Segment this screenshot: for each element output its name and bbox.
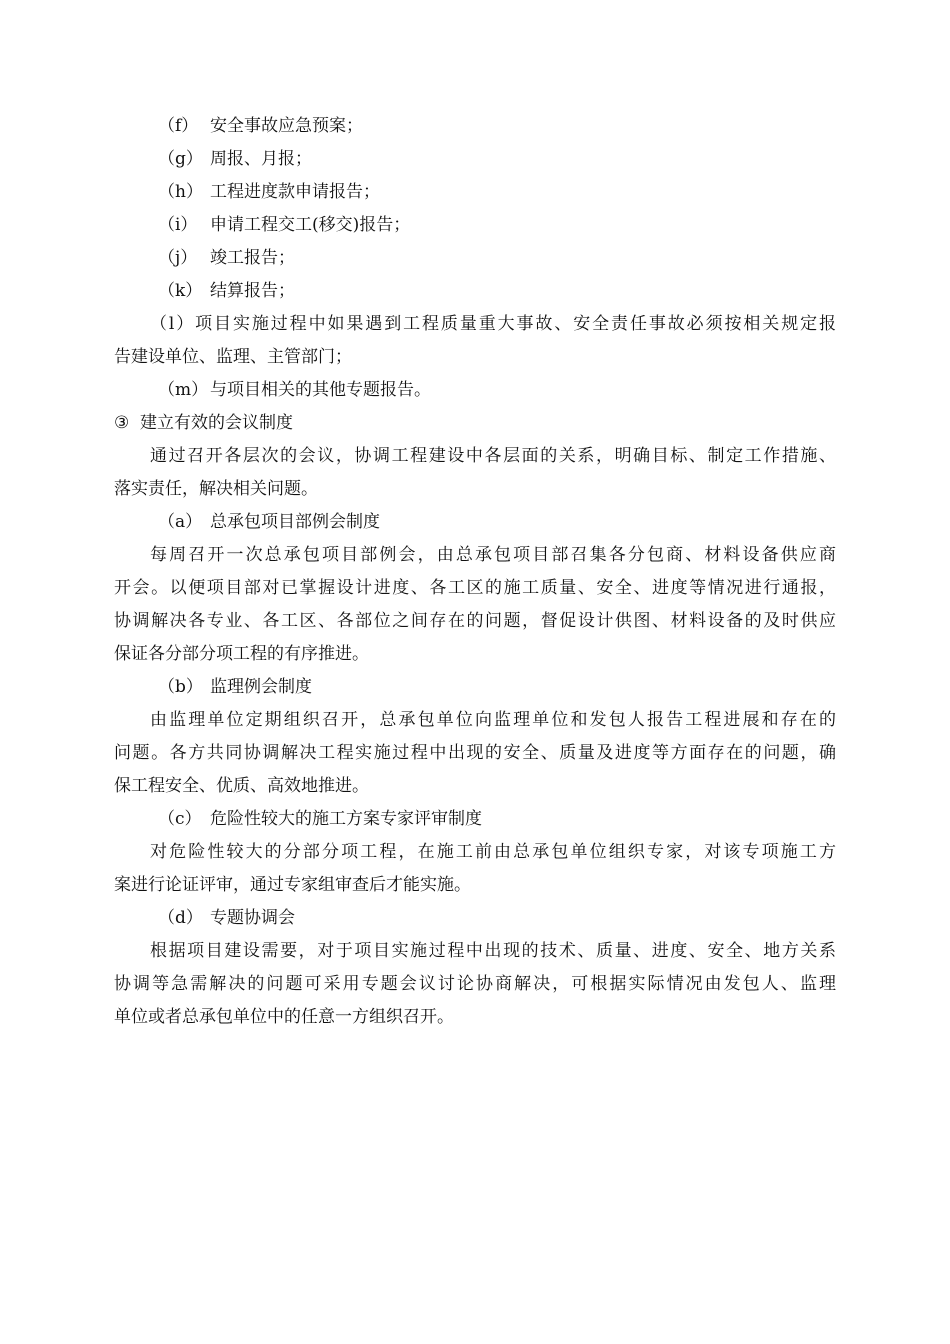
list-marker: （k） xyxy=(158,281,203,301)
section-marker: ③ xyxy=(114,413,130,433)
list-item-f xyxy=(158,114,363,138)
list-text: 与项目相关的其他专题报告。 xyxy=(210,380,431,400)
intro-line-1: 通过召开各层次的会议，协调工程建设中各层面的关系，明确目标、制定工作措施、 xyxy=(150,446,836,466)
list-item-g xyxy=(158,147,312,171)
list-text: 竣工报告； xyxy=(210,248,295,268)
subheading-marker: （a） xyxy=(158,512,203,532)
paragraph-a-line: 保证各分部分项工程的有序推进。 xyxy=(114,644,369,664)
list-marker: （h） xyxy=(158,182,203,202)
section-title: 建立有效的会议制度 xyxy=(140,413,293,433)
subheading-b xyxy=(158,675,312,699)
list-marker: （f） xyxy=(158,116,199,136)
list-marker: （i） xyxy=(158,215,198,235)
paragraph-c-line: 对危险性较大的分部分项工程，在施工前由总承包单位组织专家，对该专项施工方 xyxy=(150,842,836,862)
subheading-marker: （d） xyxy=(158,908,203,928)
list-marker: （m） xyxy=(158,380,209,400)
section-heading xyxy=(114,411,293,435)
list-item-k xyxy=(158,279,295,303)
subheading-d xyxy=(158,906,295,930)
list-item-l-line1: （l）项目实施过程中如果遇到工程质量重大事故、安全责任事故必须按相关规定报 xyxy=(150,314,836,334)
list-item-h xyxy=(158,180,380,204)
subheading-text: 总承包项目部例会制度 xyxy=(210,512,380,532)
list-marker: （g） xyxy=(158,149,203,169)
paragraph-b-line: 保工程安全、优质、高效地推进。 xyxy=(114,776,369,796)
subheading-text: 专题协调会 xyxy=(210,908,295,928)
intro-line-2: 落实责任，解决相关问题。 xyxy=(114,479,318,499)
paragraph-a-line: 开会。以便项目部对已掌握设计进度、各工区的施工质量、安全、进度等情况进行通报， xyxy=(114,578,836,598)
list-item-l-line2: 告建设单位、监理、主管部门； xyxy=(114,347,352,367)
subheading-a xyxy=(158,510,380,534)
list-text: 结算报告； xyxy=(210,281,295,301)
paragraph-b-line: 由监理单位定期组织召开，总承包单位向监理单位和发包人报告工程进展和存在的 xyxy=(150,710,836,730)
paragraph-d-line: 协调等急需解决的问题可采用专题会议讨论协商解决，可根据实际情况由发包人、监理 xyxy=(114,974,836,994)
list-item-i xyxy=(158,213,410,237)
paragraph-c-line: 案进行论证评审，通过专家组审查后才能实施。 xyxy=(114,875,471,895)
paragraph-a-line: 协调解决各专业、各工区、各部位之间存在的问题，督促设计供图、材料设备的及时供应 xyxy=(114,611,836,631)
list-text: 安全事故应急预案； xyxy=(210,116,363,136)
subheading-c xyxy=(158,807,482,831)
paragraph-d-line: 单位或者总承包单位中的任意一方组织召开。 xyxy=(114,1007,454,1027)
subheading-marker: （b） xyxy=(158,677,203,697)
paragraph-d-line: 根据项目建设需要，对于项目实施过程中出现的技术、质量、进度、安全、地方关系 xyxy=(150,941,836,961)
subheading-marker: （c） xyxy=(158,809,202,829)
paragraph-a-line: 每周召开一次总承包项目部例会，由总承包项目部召集各分包商、材料设备供应商 xyxy=(150,545,836,565)
list-text: 工程进度款申请报告； xyxy=(210,182,380,202)
list-text: 周报、月报； xyxy=(210,149,312,169)
list-text: 申请工程交工(移交)报告； xyxy=(210,215,411,235)
subheading-text: 监理例会制度 xyxy=(210,677,312,697)
list-marker: （j） xyxy=(158,248,198,268)
paragraph-b-line: 问题。各方共同协调解决工程实施过程中出现的安全、质量及进度等方面存在的问题，确 xyxy=(114,743,836,763)
list-item-m xyxy=(158,378,431,402)
list-item-j xyxy=(158,246,295,270)
subheading-text: 危险性较大的施工方案专家评审制度 xyxy=(210,809,482,829)
